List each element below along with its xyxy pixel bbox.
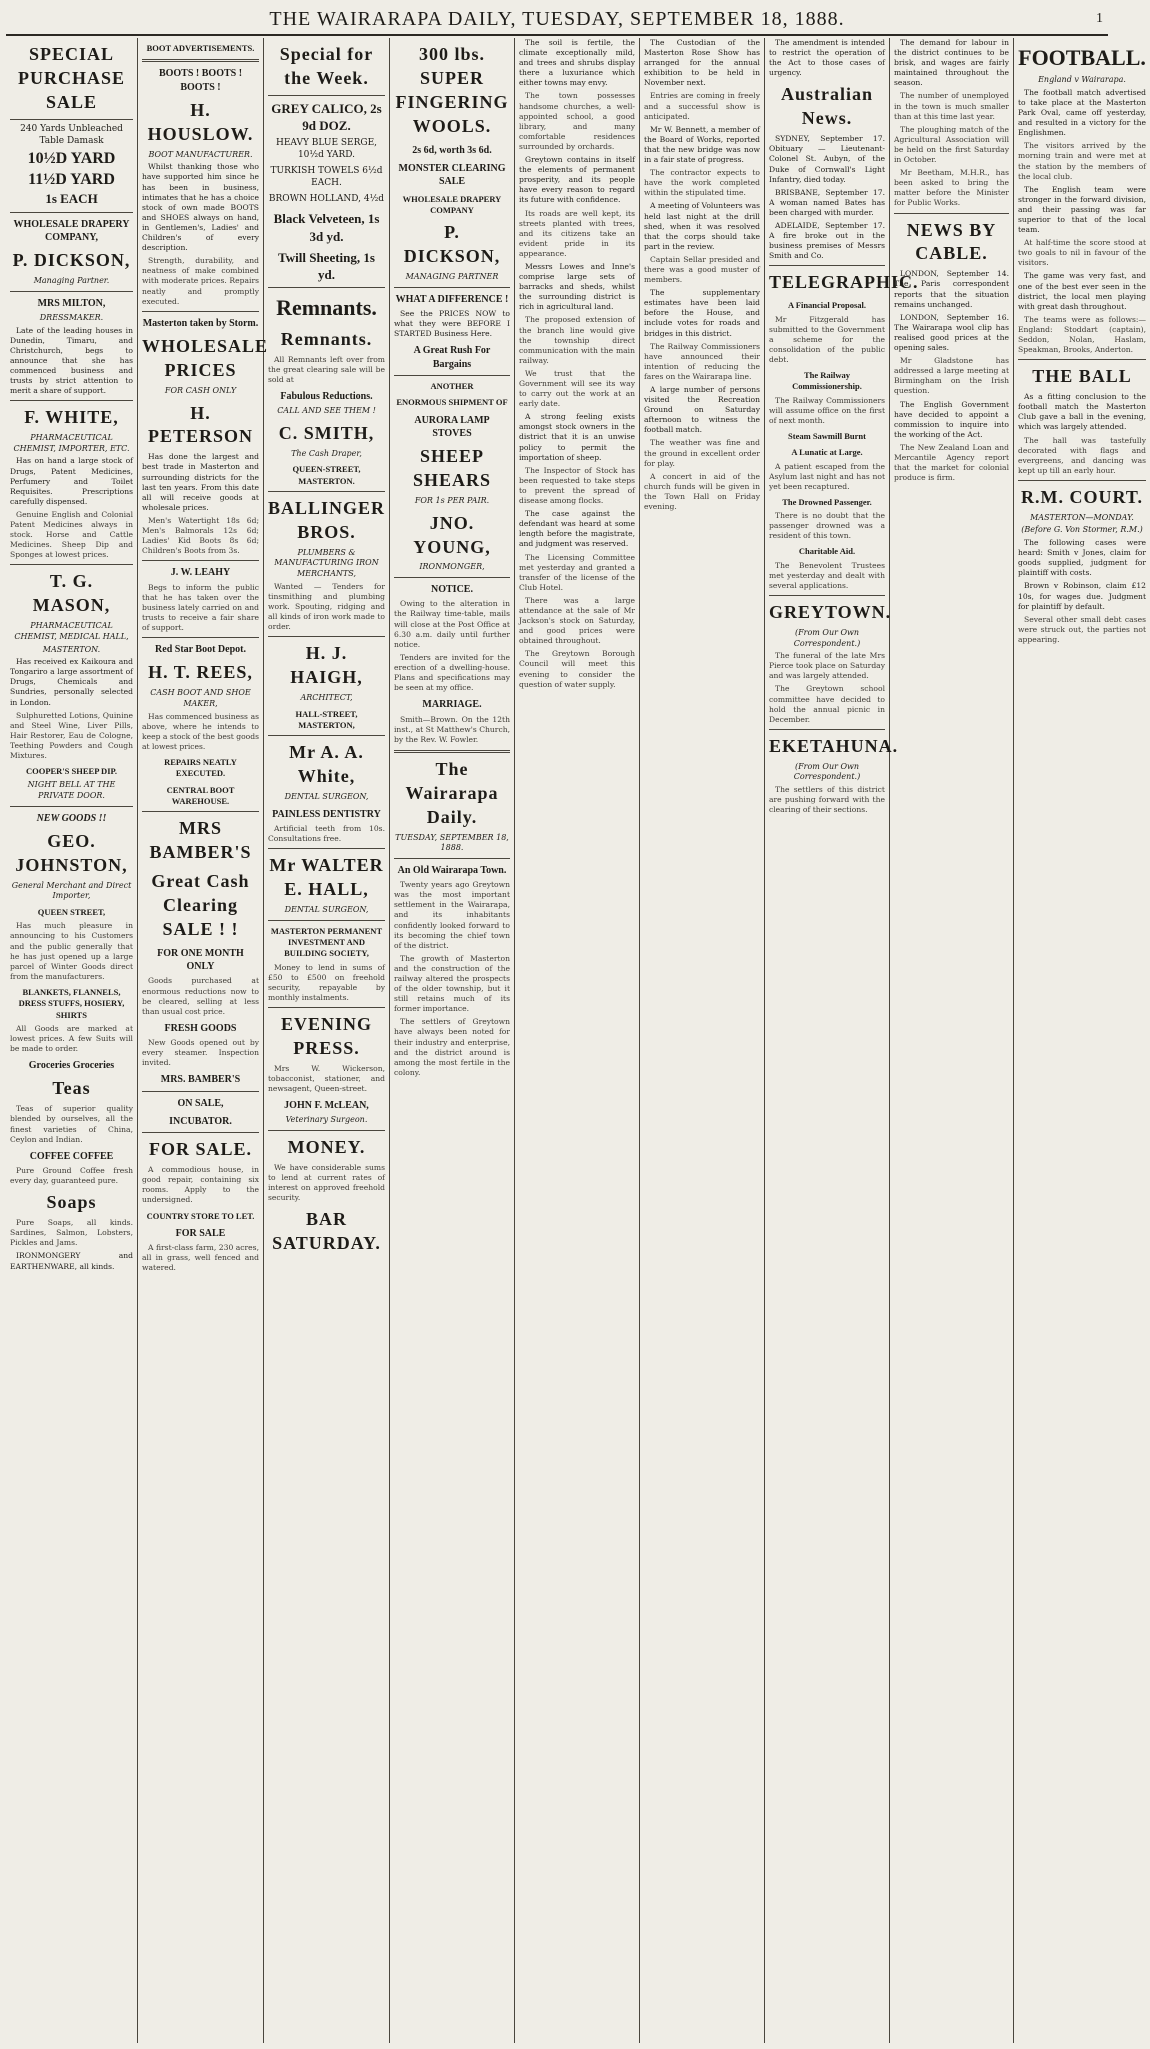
groceries-heading: Groceries Groceries: [28, 1060, 115, 1072]
another-heading: ANOTHER: [430, 380, 474, 391]
aurora-stoves: AURORA LAMP STOVES: [414, 414, 490, 439]
red-star-heading: Red Star Boot Depot.: [155, 644, 246, 656]
own-correspondent-2: (From Our Own Correspondent.): [793, 761, 861, 782]
news-item: BRISBANE, September 17. A woman named Bates has been charged with murder.: [769, 187, 885, 217]
wholesale-drapery: WHOLESALE DRAPERY COMPANY,: [13, 218, 130, 243]
clearing-sale: Great Cash Clearing SALE ! !: [151, 871, 250, 939]
news-by-cable: NEWS BY CABLE.: [906, 219, 997, 264]
leahy-name: J. W. LEAHY: [170, 567, 231, 579]
young-role: IRONMONGER,: [419, 562, 485, 572]
soaps-heading: Soaps: [46, 1192, 97, 1213]
column-2: BOOT ADVERTISEMENTS. BOOTS ! BOOTS ! BOOTS ! H. HOUSLOW. BOOT MANUFACTURER. Whilst thanking those who have supported him since he has been in business, intimates that he has a choice stock of own made BOOTS and SHOES always on hand, in Gentlemen's, Ladies' and Children's of every description. Strength, durability, and neatness of make combined with moderate prices. Repairs neatly and promptly executed. Masterton taken by Storm. WHOLESALE PRICES FOR CASH ONLY H. PETERSON Has done the largest and best trade in Masterton and surrounding districts for the last ten years. From this date all will receive goods at wholesale prices. Men's Watertight 18s 6d; Men's Balmorals 12s 6d; Ladies' Kid Boots 8s 6d; Children's Boots from 3s. J. W. LEAHY Begs to inform the public that he has taken over the business lately carried on and trusts to receive a fair share of support. Red Star Boot Depot. H. T. REES, CASH BOOT AND SHOE MAKER, Has commenced business as above, where he intends to keep a stock of the best goods at lowest prices. REPAIRS NEATLY EXECUTED. CENTRAL BOOT WAREHOUSE. MRS BAMBER'S Great Cash Clearing SALE ! ! FOR ONE MONTH ONLY Goods purchased at enormous reductions now to be cleared, selling at less than usual cost price. FRESH GOODS New Goods opened out by every steamer. Inspection invited. MRS. BAMBER'S ON SALE, INCUBATOR. FOR SALE. A commodious house, in good repair, containing six rooms. Apply to the undersigned. COUNTRY STORE TO LET. FOR SALE A first-class farm, 230 acres, all in grass, well fenced and watered.: [138, 38, 264, 2043]
mason-name: T. G. MASON,: [32, 571, 111, 616]
cable-item: LONDON, September 16. The Wairarapa wool clip has realised good prices at the opening sales.: [894, 312, 1009, 353]
court-case: The following cases were heard: Smith v Jones, claim for goods supplied, judgment for plaintiff with costs.: [1018, 538, 1146, 578]
newspaper-columns: [6, 38, 1146, 2043]
for-sale: FOR SALE.: [148, 1139, 253, 1160]
calico-ad: [268, 100, 385, 135]
fresh-goods: FRESH GOODS: [164, 1022, 237, 1034]
news-item: SYDNEY, September 17. Obituary — Lieutenant-Colonel St. Aubyn, of the Duke of Cornwall's Light Infantry, died today.: [769, 134, 885, 184]
lunatic-at-large: A Lunatic at Large.: [791, 447, 863, 458]
ad-price: 1s EACH: [45, 191, 98, 207]
drowned-passenger: The Drowned Passenger.: [782, 496, 872, 507]
storm-heading: Masterton taken by Storm.: [142, 317, 259, 329]
wholesale-prices: WHOLESALE PRICES: [142, 336, 269, 380]
central-boot: CENTRAL BOOT WAREHOUSE.: [166, 784, 235, 806]
australian-news: Australian News.: [780, 84, 873, 129]
money-heading: MONEY.: [287, 1137, 366, 1158]
notice-heading: NOTICE.: [431, 584, 473, 596]
smith-name: C. SMITH,: [278, 422, 375, 443]
paragraph: The soil is fertile, the climate exceptionally mild, and trees and shrubs display there a luxuriance which either towns may envy.: [519, 38, 635, 88]
table-damask-ad: [10, 124, 133, 208]
column-9: FOOTBALL. England v Wairarapa. The football match advertised to take place at the Masterton Park Oval, came off yesterday, and resulted in a victory for the Englishmen. The visitors arrived by the morning train and were met at the station by the members of the local club. The English team were stronger in the forward division, and their passing was far superior to that of the local team. At half-time the score stood at two goals to nil in favour of the visitors. The game was very fast, and one of the best ever seen in the district, the local men playing with great dash throughout. The teams were as follows:— England: Stoddart (captain), Seddon, Nolan, Haslam, Speakman, Brooks, Anderton. THE BALL As a fitting conclusion to the football match the Masterton Club gave a ball in the evening, which was largely attended. The hall was tastefully decorated with flags and evergreens, and dancing was kept up till an early hour. R.M. COURT. MASTERTON—MONDAY. (Before G. Von Stormer, R.M.) The following cases were heard: Smith v Jones, claim for goods supplied, judgment for plaintiff with costs. Brown v Robinson, claim £12 10s, for wages due. Judgment for plaintiff by default. Several other small debt cases were struck out, the parties not appearing.: [1018, 45, 1146, 644]
financial-proposal: A Financial Proposal.: [787, 300, 866, 311]
ad-holland: BROWN HOLLAND, 4½d: [268, 194, 385, 205]
holland-ad: [268, 194, 385, 206]
paragraph: A strong feeling exists amongst stock owners in the district that it is an unwise policy to permit the importation of sheep.: [519, 412, 635, 462]
daily-masthead: The Wairarapa Daily.: [405, 758, 499, 827]
cooper-dip: COOPER'S SHEEP DIP.: [25, 766, 118, 777]
bamber-heading: MRS BAMBER'S: [149, 818, 252, 863]
ad-serge: HEAVY BLUE SERGE, 10½d YARD.: [275, 138, 378, 161]
white-dentist: Mr A. A. White,: [289, 742, 364, 787]
houslow-role: BOOT MANUFACTURER.: [148, 149, 253, 159]
ball-heading: THE BALL: [1032, 366, 1132, 387]
boot-ads-header: BOOT ADVERTISEMENTS.: [146, 43, 255, 53]
ad-price: 11½D YARD: [28, 171, 115, 189]
court-heading: R.M. COURT.: [1020, 486, 1144, 507]
coffee-heading: COFFEE COFFEE: [29, 1150, 114, 1162]
white-dentist-role: DENTAL SURGEON,: [284, 792, 369, 802]
milton-name: MRS MILTON,: [37, 297, 106, 309]
haigh-location: HALL-STREET, MASTERTON,: [295, 708, 358, 730]
ad-velvet: Black Velveteen, 1s 3d yd.: [273, 211, 380, 244]
monster-sale: MONSTER CLEARING SALE: [398, 163, 506, 188]
ad-price: 10½D YARD: [27, 149, 116, 167]
cash-only: FOR CASH ONLY: [164, 385, 237, 395]
sheeting-ad: [268, 249, 385, 284]
country-store: COUNTRY STORE TO LET.: [146, 1210, 255, 1221]
milton-role: DRESSMAKER.: [39, 313, 104, 323]
ad-calico: GREY CALICO, 2s 9d DOZ.: [271, 100, 382, 134]
football-report: The football match advertised to take place at the Masterton Park Oval, came off yesterday, and resulted in a victory for the Englishmen.: [1018, 87, 1146, 138]
white-text: Has on hand a large stock of Drugs, Patent Medicines, Perfumery and Toilet Requisites. Prescriptions carefully dispensed.: [10, 456, 133, 506]
mclean-name: JOHN F. McLEAN,: [284, 1100, 369, 1112]
drapery-company: WHOLESALE DRAPERY COMPANY: [402, 193, 502, 215]
court-day: MASTERTON—MONDAY.: [1030, 512, 1134, 522]
hall-role: DENTAL SURGEON,: [284, 905, 369, 915]
new-goods: NEW GOODS !!: [36, 812, 107, 824]
ad-line: 240 Yards Unbleached Table Damask: [20, 123, 123, 146]
for-sale-2: FOR SALE: [175, 1227, 226, 1239]
smith-location: QUEEN-STREET, MASTERTON.: [292, 464, 361, 486]
old-town-heading: An Old Wairarapa Town.: [397, 864, 507, 876]
ball-report: As a fitting conclusion to the football match the Masterton Club gave a ball in the evening, which was largely attended.: [1018, 392, 1146, 432]
telegraphic-heading: TELEGRAPHIC.: [769, 272, 919, 293]
dickson-name-2: P. DICKSON,: [403, 222, 501, 267]
rees-name: H. T. REES,: [148, 662, 253, 683]
see-prices: See the PRICES NOW to what they were BEFORE I STARTED Business Here.: [394, 309, 510, 339]
velvet-ad: [268, 210, 385, 245]
page-number: 1: [1096, 11, 1104, 26]
milton-text: Late of the leading houses in Dunedin, Timaru, and Christchurch, begs to announce that she has commenced business and trusts by strict attention to merit a share of support.: [10, 325, 133, 396]
drapery-list: BLANKETS, FLANNELS, DRESS STUFFS, HOSIERY, SHIRTS: [18, 986, 125, 1020]
paragraph: The amendment is intended to restrict the operation of the Act to those cases of urgency.: [769, 38, 885, 78]
court-judge: (Before G. Von Stormer, R.M.): [1021, 525, 1143, 535]
white-name: F. WHITE,: [24, 407, 119, 428]
dickson-role: Managing Partner.: [33, 276, 110, 286]
peterson-text: Has done the largest and best trade in Masterton and surrounding districts for the last ten years. From this date all will receive goods at wholesale prices.: [142, 452, 259, 512]
masthead: [6, 4, 1108, 36]
dickson-role-2: MANAGING PARTNER: [405, 272, 499, 282]
daily-date: TUESDAY, SEPTEMBER 18, 1888.: [395, 832, 509, 853]
incubator: INCUBATOR.: [169, 1115, 232, 1127]
column-7: The amendment is intended to restrict the operation of the Act to those cases of urgency. Australian News. SYDNEY, September 17. Obituary — Lieutenant-Colonel St. Aubyn, of the Duke of Cornwall's Light Infantry, died today. BRISBANE, September 17. A woman named Bates has been charged with murder. ADELAIDE, September 17. A fire broke out in the business premises of Messrs Smith and Co. TELEGRAPHIC. A Financial Proposal. Mr Fitzgerald has submitted to the Government a scheme for the consolidation of the public debt. The Railway Commissionership. The Railway Commissioners will assume office on the first of next month. Steam Sawmill Burnt A Lunatic at Large. A patient escaped from the Asylum last night and has not yet been recaptured. The Drowned Passenger. There is no doubt that the passenger drowned was a resident of this town. Charitable Aid. The Benevolent Trustees met yesterday and dealt with several applications. GREYTOWN. (From Our Own Correspondent.) The funeral of the late Mrs Pierce took place on Saturday and was largely attended. The Greytown school committee have decided to hold the annual picnic in December. EKETAHUNA. (From Our Own Correspondent.) The settlers of this district are pushing forward with the clearing of their sections.: [765, 38, 890, 2043]
paragraph: The demand for labour in the district continues to be brisk, and wages are fairly maintained throughout the season.: [894, 38, 1009, 88]
column-1: SPECIAL PURCHASE SALE 240 Yards Unbleached Table Damask 10½D YARD 11½D YARD 1s EACH WHOLESALE DRAPERY COMPANY, P. DICKSON, Managing Partner. MRS MILTON, DRESSMAKER. Late of the leading houses in Dunedin, Timaru, and Christchurch, begs to announce that she has commenced business and trusts by strict attention to merit a share of support. F. WHITE, PHARMACEUTICAL CHEMIST, IMPORTER, ETC. Has on hand a large stock of Drugs, Patent Medicines, Perfumery and Toilet Requisites. Prescriptions carefully dispensed. Genuine English and Colonial Patent Medicines always in stock. Horse and Cattle Medicines. Sheep Dip and Sponges at lowest prices. T. G. MASON, PHARMACEUTICAL CHEMIST, MEDICAL HALL, MASTERTON. Has received ex Kaikoura and Tongariro a large assortment of Drugs, Chemicals and Sundries, personally selected in London. Sulphuretted Lotions, Quinine and Steel Wine, Liver Pills, Hair Restorer, Eau de Cologne, Teething Powders and Cough Mixtures. COOPER'S SHEEP DIP. NIGHT BELL AT THE PRIVATE DOOR. NEW GOODS !! GEO. JOHNSTON, General Merchant and Direct Importer, QUEEN STREET, Has much pleasure in announcing to his Customers and the public generally that he has just opened up a large parcel of Winter Goods direct from the manufacturers. BLANKETS, FLANNELS, DRESS STUFFS, HOSIERY, SHIRTS All Goods are marked at lowest prices. A few Suits will be made to order. Groceries Groceries Teas Teas of superior quality blended by ourselves, all the finest varieties of China, Ceylon and Indian. COFFEE COFFEE Pure Ground Coffee fresh every day, guaranteed pure. Soaps Pure Soaps, all kinds. Sardines, Salmon, Lobsters, Pickles and Jams. IRONMONGERY and EARTHENWARE, all kinds.: [6, 38, 138, 2043]
own-correspondent: (From Our Own Correspondent.): [793, 627, 861, 648]
football-heading: FOOTBALL.: [1018, 45, 1146, 70]
football-report: The English team were stronger in the forward division, and their passing was far superior to that of the local team.: [1018, 184, 1146, 235]
teas-heading: Teas: [52, 1078, 91, 1099]
column-3: Special for the Week. GREY CALICO, 2s 9d DOZ. HEAVY BLUE SERGE, 10½d YARD. TURKISH TOWELS 6½d EACH. BROWN HOLLAND, 4½d Black Velveteen, 1s 3d yd. Twill Sheeting, 1s yd. Remnants. Remnants. All Remnants left over from the great clearing sale will be sold at Fabulous Reductions. CALL AND SEE THEM ! C. SMITH, The Cash Draper, QUEEN-STREET, MASTERTON. BALLINGER BROS. PLUMBERS & MANUFACTURING IRON MERCHANTS, Wanted — Tenders for tinsmithing and plumbing work. Spouting, ridging and all kinds of iron work made to order. H. J. HAIGH, ARCHITECT, HALL-STREET, MASTERTON, Mr A. A. White, DENTAL SURGEON, PAINLESS DENTISTRY Artificial teeth from 10s. Consultations free. Mr WALTER E. HALL, DENTAL SURGEON, MASTERTON PERMANENT INVESTMENT AND BUILDING SOCIETY, Money to lend in sums of £50 to £500 on freehold security, repayable by monthly instalments. EVENING PRESS. Mrs W. Wickerson, tobacconist, stationer, and newsagent, Queen-street. JOHN F. McLEAN, Veterinary Surgeon. MONEY. We have considerable sums to lend at current rates of interest on approved freehold security. BAR SATURDAY.: [264, 38, 390, 2043]
football-report: The game was very fast, and one of the best ever seen in the district, the local men playing with great dash throughout.: [1018, 271, 1146, 311]
evening-press: EVENING PRESS.: [280, 1014, 372, 1058]
haigh-role: ARCHITECT,: [300, 693, 353, 703]
johnston-name: GEO. JOHNSTON,: [15, 830, 128, 875]
paragraph: Messrs Lowes and Inne's comprise large sets of barracks and sheds, whilst the surrounding district is rich in agricultural land.: [519, 261, 635, 312]
rush-heading: A Great Rush For Bargains: [413, 345, 491, 370]
peterson-name: H. PETERSON: [147, 402, 254, 447]
ad-towels: TURKISH TOWELS 6½d EACH.: [270, 166, 383, 189]
night-bell: NIGHT BELL AT THE PRIVATE DOOR.: [27, 780, 116, 801]
building-society: MASTERTON PERMANENT INVESTMENT AND BUILDING SOCIETY,: [270, 925, 383, 959]
newspaper-title: THE WAIRARAPA DAILY, TUESDAY, SEPTEMBER 18, 1888.: [269, 7, 845, 30]
ironmongery-text: IRONMONGERY and EARTHENWARE, all kinds.: [10, 1251, 133, 1271]
cable-item: LONDON, September 14. The Paris correspondent reports that the situation remains unchanged.: [894, 269, 1009, 309]
mason-location: MASTERTON.: [42, 644, 101, 654]
wool-price: 2s 6d, worth 3s 6d.: [412, 144, 492, 156]
remnants-heading: Remnants.: [276, 295, 377, 321]
call-and-see: CALL AND SEE THEM !: [277, 406, 376, 416]
serge-ad: [268, 138, 385, 162]
shears-price: FOR 1s PER PAIR.: [414, 495, 490, 505]
wool-heading: 300 lbs. SUPER FINGERING WOOLS.: [395, 44, 509, 136]
paragraph: A meeting of Volunteers was held last night at the drill shed, when it was resolved that the corps should take part in the review.: [644, 201, 761, 251]
remnants-heading-2: Remnants.: [280, 328, 373, 349]
ballinger-role: PLUMBERS & MANUFACTURING IRON MERCHANTS,: [274, 547, 379, 579]
special-week: Special for the Week.: [279, 44, 374, 88]
paragraph: The supplementary estimates have been laid before the House, and include votes for roads and bridges in this district.: [644, 288, 760, 338]
boots-heading: BOOTS ! BOOTS ! BOOTS !: [158, 68, 243, 93]
paragraph: The English Government have decided to appoint a commission to inquire into the working of the Act.: [894, 399, 1009, 439]
repairs-note: REPAIRS NEATLY EXECUTED.: [164, 756, 237, 779]
mclean-role: Veterinary Surgeon.: [285, 1115, 368, 1125]
court-case: Brown v Robinson, claim £12 10s, for wages due. Judgment for plaintiff by default.: [1018, 581, 1146, 611]
charitable-aid: Charitable Aid.: [798, 546, 856, 557]
paragraph: A large number of persons visited the Recreation Ground on Saturday afternoon to witness the football match.: [644, 385, 760, 435]
railway-commissionership: The Railway Commissionership.: [792, 370, 862, 392]
young-name: JNO. YOUNG,: [413, 512, 491, 557]
news-item: ADELAIDE, September 17. A fire broke out in the business premises of Messrs Smith and Co.: [769, 221, 885, 261]
paragraph: The Custodian of the Masterton Rose Show has arranged for the annual exhibition to be held in November next.: [644, 38, 760, 88]
greytown-heading: GREYTOWN.: [769, 601, 892, 622]
difference-heading: WHAT A DIFFERENCE !: [395, 293, 509, 305]
bar-saturday: BAR SATURDAY.: [272, 1209, 381, 1254]
rees-role: CASH BOOT AND SHOE MAKER,: [150, 688, 251, 708]
paragraph: The case against the defendant was heard at some length before the magistrate, and judgment was reserved.: [519, 509, 635, 549]
steam-sawmill: Steam Sawmill Burnt: [788, 430, 866, 441]
painless-dentistry: PAINLESS DENTISTRY: [272, 808, 381, 820]
white-role: PHARMACEUTICAL CHEMIST, IMPORTER, ETC.: [13, 433, 130, 453]
ad-sheeting: Twill Sheeting, 1s yd.: [278, 249, 375, 283]
houslow-text: Whilst thanking those who have supported him since he has been in business, intimates that he has a choice stock of own made BOOTS and SHOES always on hand, in Gentlemen's, Ladies' and Children's of every description.: [142, 162, 259, 253]
haigh-name: H. J. HAIGH,: [290, 643, 363, 688]
paragraph: Mr W. Bennett, a member of the Board of Works, reported that the new bridge was now in a fair state of progress.: [644, 124, 760, 165]
marriage-heading: MARRIAGE.: [422, 699, 482, 711]
paragraph: Greytown contains in itself the elements of permanent prosperity, and its people have every reason to regard its future with confidence.: [519, 155, 635, 205]
mason-role: PHARMACEUTICAL CHEMIST, MEDICAL HALL,: [14, 621, 129, 641]
eketahuna-heading: EKETAHUNA.: [769, 735, 899, 756]
dickson-name: P. DICKSON,: [12, 250, 131, 271]
sheep-shears: SHEEP SHEARS: [412, 446, 492, 491]
towels-ad: [268, 166, 385, 190]
column-6: The Custodian of the Masterton Rose Show has arranged for the annual exhibition to be held in November next. Entries are coming in freely and a successful show is anticipated. Mr W. Bennett, a member of the Board of Works, reported that the new bridge was now in a fair state of progress. The contractor expects to have the work completed within the stipulated time. A meeting of Volunteers was held last night at the drill shed, when it was resolved that the corps should take part in the review. Captain Sellar presided and there was a good muster of members. The supplementary estimates have been laid before the House, and include votes for roads and bridges in this district. The Railway Commissioners have announced their intention of reducing the fares on the Wairarapa line. A large number of persons visited the Recreation Ground on Saturday afternoon to witness the football match. The weather was fine and the ground in excellent order for play. A concert in aid of the church funds will be given in the Town Hall on Friday evening.: [640, 38, 765, 2043]
smith-role: The Cash Draper,: [291, 448, 362, 458]
houslow-name: H. HOUSLOW.: [147, 99, 254, 144]
football-match: England v Wairarapa.: [1038, 75, 1126, 85]
column-8: The demand for labour in the district continues to be brisk, and wages are fairly maintained throughout the season. The number of unemployed in the town is much smaller than at this time last year. The ploughing match of the Agricultural Association will be held on the first Saturday in October. Mr Beetham, M.H.R., has been asked to bring the matter before the Minister for Public Works. NEWS BY CABLE. LONDON, September 14. The Paris correspondent reports that the situation remains unchanged. LONDON, September 16. The Wairarapa wool clip has realised good prices at the opening sales. Mr Gladstone has addressed a large meeting at Birmingham on the Irish question. The English Government have decided to appoint a commission to inquire into the working of the Act. The New Zealand Loan and Mercantile Agency report that the market for colonial produce is firm.: [890, 38, 1014, 2043]
column-4: 300 lbs. SUPER FINGERING WOOLS. 2s 6d, worth 3s 6d. MONSTER CLEARING SALE WHOLESALE DRAPERY COMPANY P. DICKSON, MANAGING PARTNER WHAT A DIFFERENCE ! See the PRICES NOW to what they were BEFORE I STARTED Business Here. A Great Rush For Bargains ANOTHER ENORMOUS SHIPMENT OF AURORA LAMP STOVES SHEEP SHEARS FOR 1s PER PAIR. JNO. YOUNG, IRONMONGER, NOTICE. Owing to the alteration in the Railway time-table, mails will close at the Post Office at 6.30 a.m. daily until further notice. Tenders are invited for the erection of a dwelling-house. Plans and specifications may be seen at my office. MARRIAGE. Smith—Brown. On the 12th inst., at St Matthew's Church, by the Rev. W. Fowler. The Wairarapa Daily. TUESDAY, SEPTEMBER 18, 1888. An Old Wairarapa Town. Twenty years ago Greytown was the most important settlement in the Wairarapa, and its inhabitants confidently looked forward to its becoming the chief town of the district. The growth of Masterton and the construction of the railway altered the prospects of the older township, but it still retains much of its former importance. The settlers of Greytown have always been noted for their industry and enterprise, and the district around is among the most fertile in the colony.: [390, 38, 515, 2043]
johnston-role: General Merchant and Direct Importer,: [11, 880, 132, 901]
johnston-location: QUEEN STREET,: [37, 907, 106, 918]
bamber-footer: MRS. BAMBER'S: [160, 1074, 241, 1086]
on-sale: ON SALE,: [177, 1097, 224, 1109]
headline-special-purchase: SPECIAL PURCHASE SALE: [17, 44, 125, 112]
mason-text: Has received ex Kaikoura and Tongariro a large assortment of Drugs, Chemicals and Sundries, personally selected in London.: [10, 657, 133, 707]
one-month: FOR ONE MONTH ONLY: [157, 947, 244, 973]
ballinger-name: BALLINGER BROS.: [268, 497, 386, 542]
hall-dentist: Mr WALTER E. HALL,: [269, 855, 384, 900]
column-5: The soil is fertile, the climate exceptionally mild, and trees and shrubs display there a luxuriance which either towns may envy. The town possesses handsome churches, a well-appointed school, a good library, and many comfortable residences surrounded by orchards. Greytown contains in itself the elements of permanent prosperity, and its people have every reason to regard its future with confidence. Its roads are well kept, its streets planted with trees, and its citizens take an evident pride in its appearance. Messrs Lowes and Inne's comprise large sets of barracks and sheds, whilst the surrounding district is rich in agricultural land. The proposed extension of the branch line would give the township direct communication with the main railway. We trust that the Government will see its way to carry out the work at an early date. A strong feeling exists amongst stock owners in the district that it is an unwise policy to permit the importation of sheep. The Inspector of Stock has been requested to take steps to prevent the spread of disease among flocks. The case against the defendant was heard at some length before the magistrate, and judgment was reserved. The Licensing Committee met yesterday and granted a transfer of the license of the Club Hotel. There was a large attendance at the sale of Mr Jackson's stock on Saturday, and good prices were obtained throughout. The Greytown Borough Council will meet this evening to consider the question of water supply.: [515, 38, 640, 2043]
shipment-heading: ENORMOUS SHIPMENT OF: [396, 397, 508, 408]
fabulous-reductions: Fabulous Reductions.: [280, 390, 373, 402]
